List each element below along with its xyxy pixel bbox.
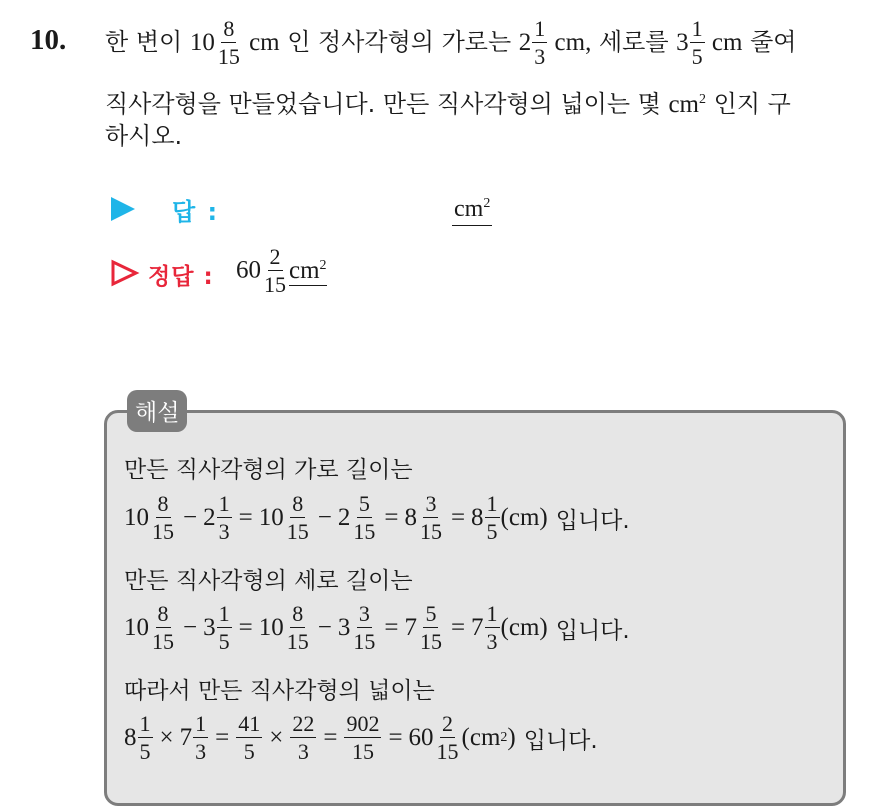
times-operator: × bbox=[269, 724, 284, 751]
equals-operator: = bbox=[384, 504, 399, 531]
unit-exponent: 2 bbox=[500, 730, 508, 745]
question-line-3: 하시오. bbox=[105, 122, 183, 150]
fraction-numerator: 3 bbox=[358, 601, 370, 626]
term-fraction bbox=[285, 603, 311, 653]
unit-text: (cm bbox=[461, 724, 501, 751]
question-text: 줄여 bbox=[742, 28, 797, 56]
minus-operator: − bbox=[183, 614, 198, 641]
fraction-numerator: 3 bbox=[425, 491, 437, 516]
fraction-denominator: 15 bbox=[436, 739, 459, 764]
times-operator: × bbox=[159, 724, 174, 751]
fraction-denominator: 15 bbox=[286, 629, 309, 654]
fraction-numerator: 1 bbox=[486, 491, 498, 516]
area-equation bbox=[124, 713, 598, 763]
explanation-line-height: 만든 직사각형의 세로 길이는 bbox=[124, 568, 413, 594]
term-fraction bbox=[418, 493, 444, 543]
correct-answer-value bbox=[236, 246, 327, 296]
question-text: 세로를 bbox=[591, 28, 677, 56]
explanation-line-width: 만든 직사각형의 가로 길이는 bbox=[124, 457, 413, 483]
equals-operator: = bbox=[215, 724, 230, 751]
term-whole: 2 bbox=[337, 504, 351, 531]
unit-cm: cm, bbox=[548, 29, 592, 56]
term-fraction bbox=[351, 493, 377, 543]
side-length-whole: 10 bbox=[189, 29, 215, 56]
question-text: 한 변이 bbox=[105, 28, 190, 56]
unit-close: ) bbox=[507, 724, 516, 751]
unit-exponent: 2 bbox=[699, 92, 706, 107]
term-fraction bbox=[290, 713, 316, 763]
question-text: 인지 구 bbox=[706, 90, 791, 118]
fraction-denominator: 15 bbox=[152, 519, 174, 544]
fraction-numerator: 1 bbox=[691, 16, 703, 41]
equals-operator: = bbox=[238, 504, 253, 531]
fraction-denominator: 3 bbox=[486, 629, 498, 654]
unit-text: cm bbox=[668, 91, 699, 118]
term-fraction bbox=[236, 713, 262, 763]
unit-text: cm bbox=[454, 196, 484, 222]
equals-operator: = bbox=[388, 724, 403, 751]
term-whole: 2 bbox=[203, 504, 216, 531]
answer-fraction bbox=[262, 246, 288, 296]
unit-exponent: 2 bbox=[483, 196, 491, 211]
explanation-tag: 해설 bbox=[127, 390, 187, 432]
question-line-1 bbox=[105, 18, 796, 68]
fraction-numerator: 902 bbox=[346, 711, 380, 736]
height-reduction-whole: 3 bbox=[676, 29, 689, 56]
term-whole: 60 bbox=[408, 724, 434, 751]
minus-operator: − bbox=[317, 504, 332, 531]
unit-cm-squared bbox=[668, 91, 706, 118]
term-fraction bbox=[418, 603, 444, 653]
term-whole: 10 bbox=[258, 614, 284, 641]
sentence-end: 입니다. bbox=[555, 617, 630, 644]
fraction-numerator: 1 bbox=[218, 601, 230, 626]
term-fraction bbox=[485, 493, 500, 543]
answer-label: 답 : bbox=[172, 198, 220, 226]
fraction-denominator: 5 bbox=[218, 629, 230, 654]
fraction-numerator: 1 bbox=[218, 491, 230, 516]
correct-answer-label: 정답 : bbox=[148, 264, 214, 290]
explanation-line-area: 따라서 만든 직사각형의 넓이는 bbox=[124, 678, 435, 704]
question-line-2 bbox=[105, 80, 791, 125]
term-fraction bbox=[217, 493, 232, 543]
fraction-denominator: 3 bbox=[534, 44, 546, 69]
width-reduction-whole: 2 bbox=[518, 29, 532, 56]
fraction-numerator: 8 bbox=[292, 601, 304, 626]
term-fraction bbox=[351, 603, 377, 653]
fraction-numerator: 8 bbox=[223, 16, 235, 41]
term-whole: 8 bbox=[124, 724, 137, 751]
answer-unit bbox=[289, 257, 327, 286]
term-fraction bbox=[150, 493, 176, 543]
fraction-numerator: 2 bbox=[442, 711, 454, 736]
term-fraction bbox=[285, 493, 311, 543]
term-whole: 10 bbox=[258, 504, 284, 531]
term-whole: 8 bbox=[471, 504, 484, 531]
fraction-numerator: 1 bbox=[534, 16, 546, 41]
fraction-denominator: 15 bbox=[353, 629, 376, 654]
term-fraction bbox=[217, 603, 232, 653]
term-whole: 7 bbox=[471, 614, 484, 641]
term-whole: 8 bbox=[404, 504, 417, 531]
equals-operator: = bbox=[450, 614, 466, 641]
equals-operator: = bbox=[238, 614, 253, 641]
fraction-denominator: 5 bbox=[691, 44, 703, 69]
fraction-denominator: 3 bbox=[195, 739, 207, 764]
fraction-numerator: 1 bbox=[486, 601, 498, 626]
height-reduction-fraction bbox=[690, 18, 705, 68]
unit-exponent: 2 bbox=[319, 257, 327, 273]
fraction-denominator: 15 bbox=[351, 739, 374, 764]
fraction-numerator: 8 bbox=[292, 491, 304, 516]
unit-cm: cm bbox=[705, 29, 743, 56]
term-fraction bbox=[344, 713, 381, 763]
term-fraction bbox=[150, 603, 176, 653]
term-whole: 10 bbox=[124, 504, 149, 531]
answer-blank-unit[interactable] bbox=[452, 196, 492, 226]
fraction-denominator: 5 bbox=[486, 519, 498, 544]
equals-operator: = bbox=[450, 504, 466, 531]
fraction-denominator: 15 bbox=[152, 629, 174, 654]
width-reduction-fraction bbox=[532, 18, 547, 68]
fraction-denominator: 15 bbox=[264, 272, 286, 297]
question-text: 직사각형을 만들었습니다. 만든 직사각형의 넓이는 몇 bbox=[105, 90, 669, 118]
equals-operator: = bbox=[384, 614, 399, 641]
side-length-fraction bbox=[216, 18, 242, 68]
height-equation bbox=[124, 603, 630, 653]
answer-whole: 60 bbox=[236, 256, 261, 284]
unit-text: (cm) bbox=[500, 504, 548, 531]
correct-arrow-icon bbox=[110, 259, 140, 287]
fraction-denominator: 5 bbox=[243, 739, 255, 764]
width-equation bbox=[124, 493, 630, 543]
unit-text: (cm) bbox=[500, 614, 548, 641]
fraction-numerator: 8 bbox=[157, 601, 169, 626]
term-whole: 3 bbox=[337, 614, 351, 641]
sentence-end: 입니다. bbox=[555, 507, 630, 534]
unit-text: cm bbox=[289, 256, 320, 284]
question-text: 인 정사각형의 가로는 bbox=[279, 28, 519, 56]
fraction-denominator: 15 bbox=[217, 44, 240, 69]
term-whole: 10 bbox=[124, 614, 149, 641]
sentence-end: 입니다. bbox=[523, 727, 598, 754]
fraction-numerator: 41 bbox=[238, 711, 261, 736]
question-number: 10. bbox=[30, 24, 67, 56]
minus-operator: − bbox=[317, 614, 332, 641]
fraction-numerator: 1 bbox=[195, 711, 207, 736]
fraction-numerator: 22 bbox=[292, 711, 315, 736]
term-whole: 3 bbox=[203, 614, 216, 641]
fraction-denominator: 15 bbox=[419, 519, 442, 544]
fraction-numerator: 8 bbox=[157, 491, 169, 516]
term-whole: 7 bbox=[404, 614, 417, 641]
fraction-numerator: 1 bbox=[139, 711, 151, 736]
term-whole: 7 bbox=[179, 724, 193, 751]
equals-operator: = bbox=[323, 724, 338, 751]
term-fraction bbox=[435, 713, 461, 763]
unit-cm: cm bbox=[242, 29, 280, 56]
fraction-denominator: 3 bbox=[297, 739, 309, 764]
fraction-denominator: 15 bbox=[286, 519, 309, 544]
fraction-denominator: 3 bbox=[218, 519, 230, 544]
answer-arrow-icon bbox=[111, 197, 135, 221]
term-fraction bbox=[138, 713, 153, 763]
fraction-numerator: 5 bbox=[358, 491, 370, 516]
minus-operator: − bbox=[183, 504, 198, 531]
fraction-numerator: 5 bbox=[425, 601, 437, 626]
term-fraction bbox=[193, 713, 208, 763]
term-fraction bbox=[485, 603, 500, 653]
fraction-denominator: 5 bbox=[139, 739, 151, 764]
fraction-numerator: 2 bbox=[269, 244, 281, 269]
fraction-denominator: 15 bbox=[419, 629, 442, 654]
fraction-denominator: 15 bbox=[353, 519, 376, 544]
